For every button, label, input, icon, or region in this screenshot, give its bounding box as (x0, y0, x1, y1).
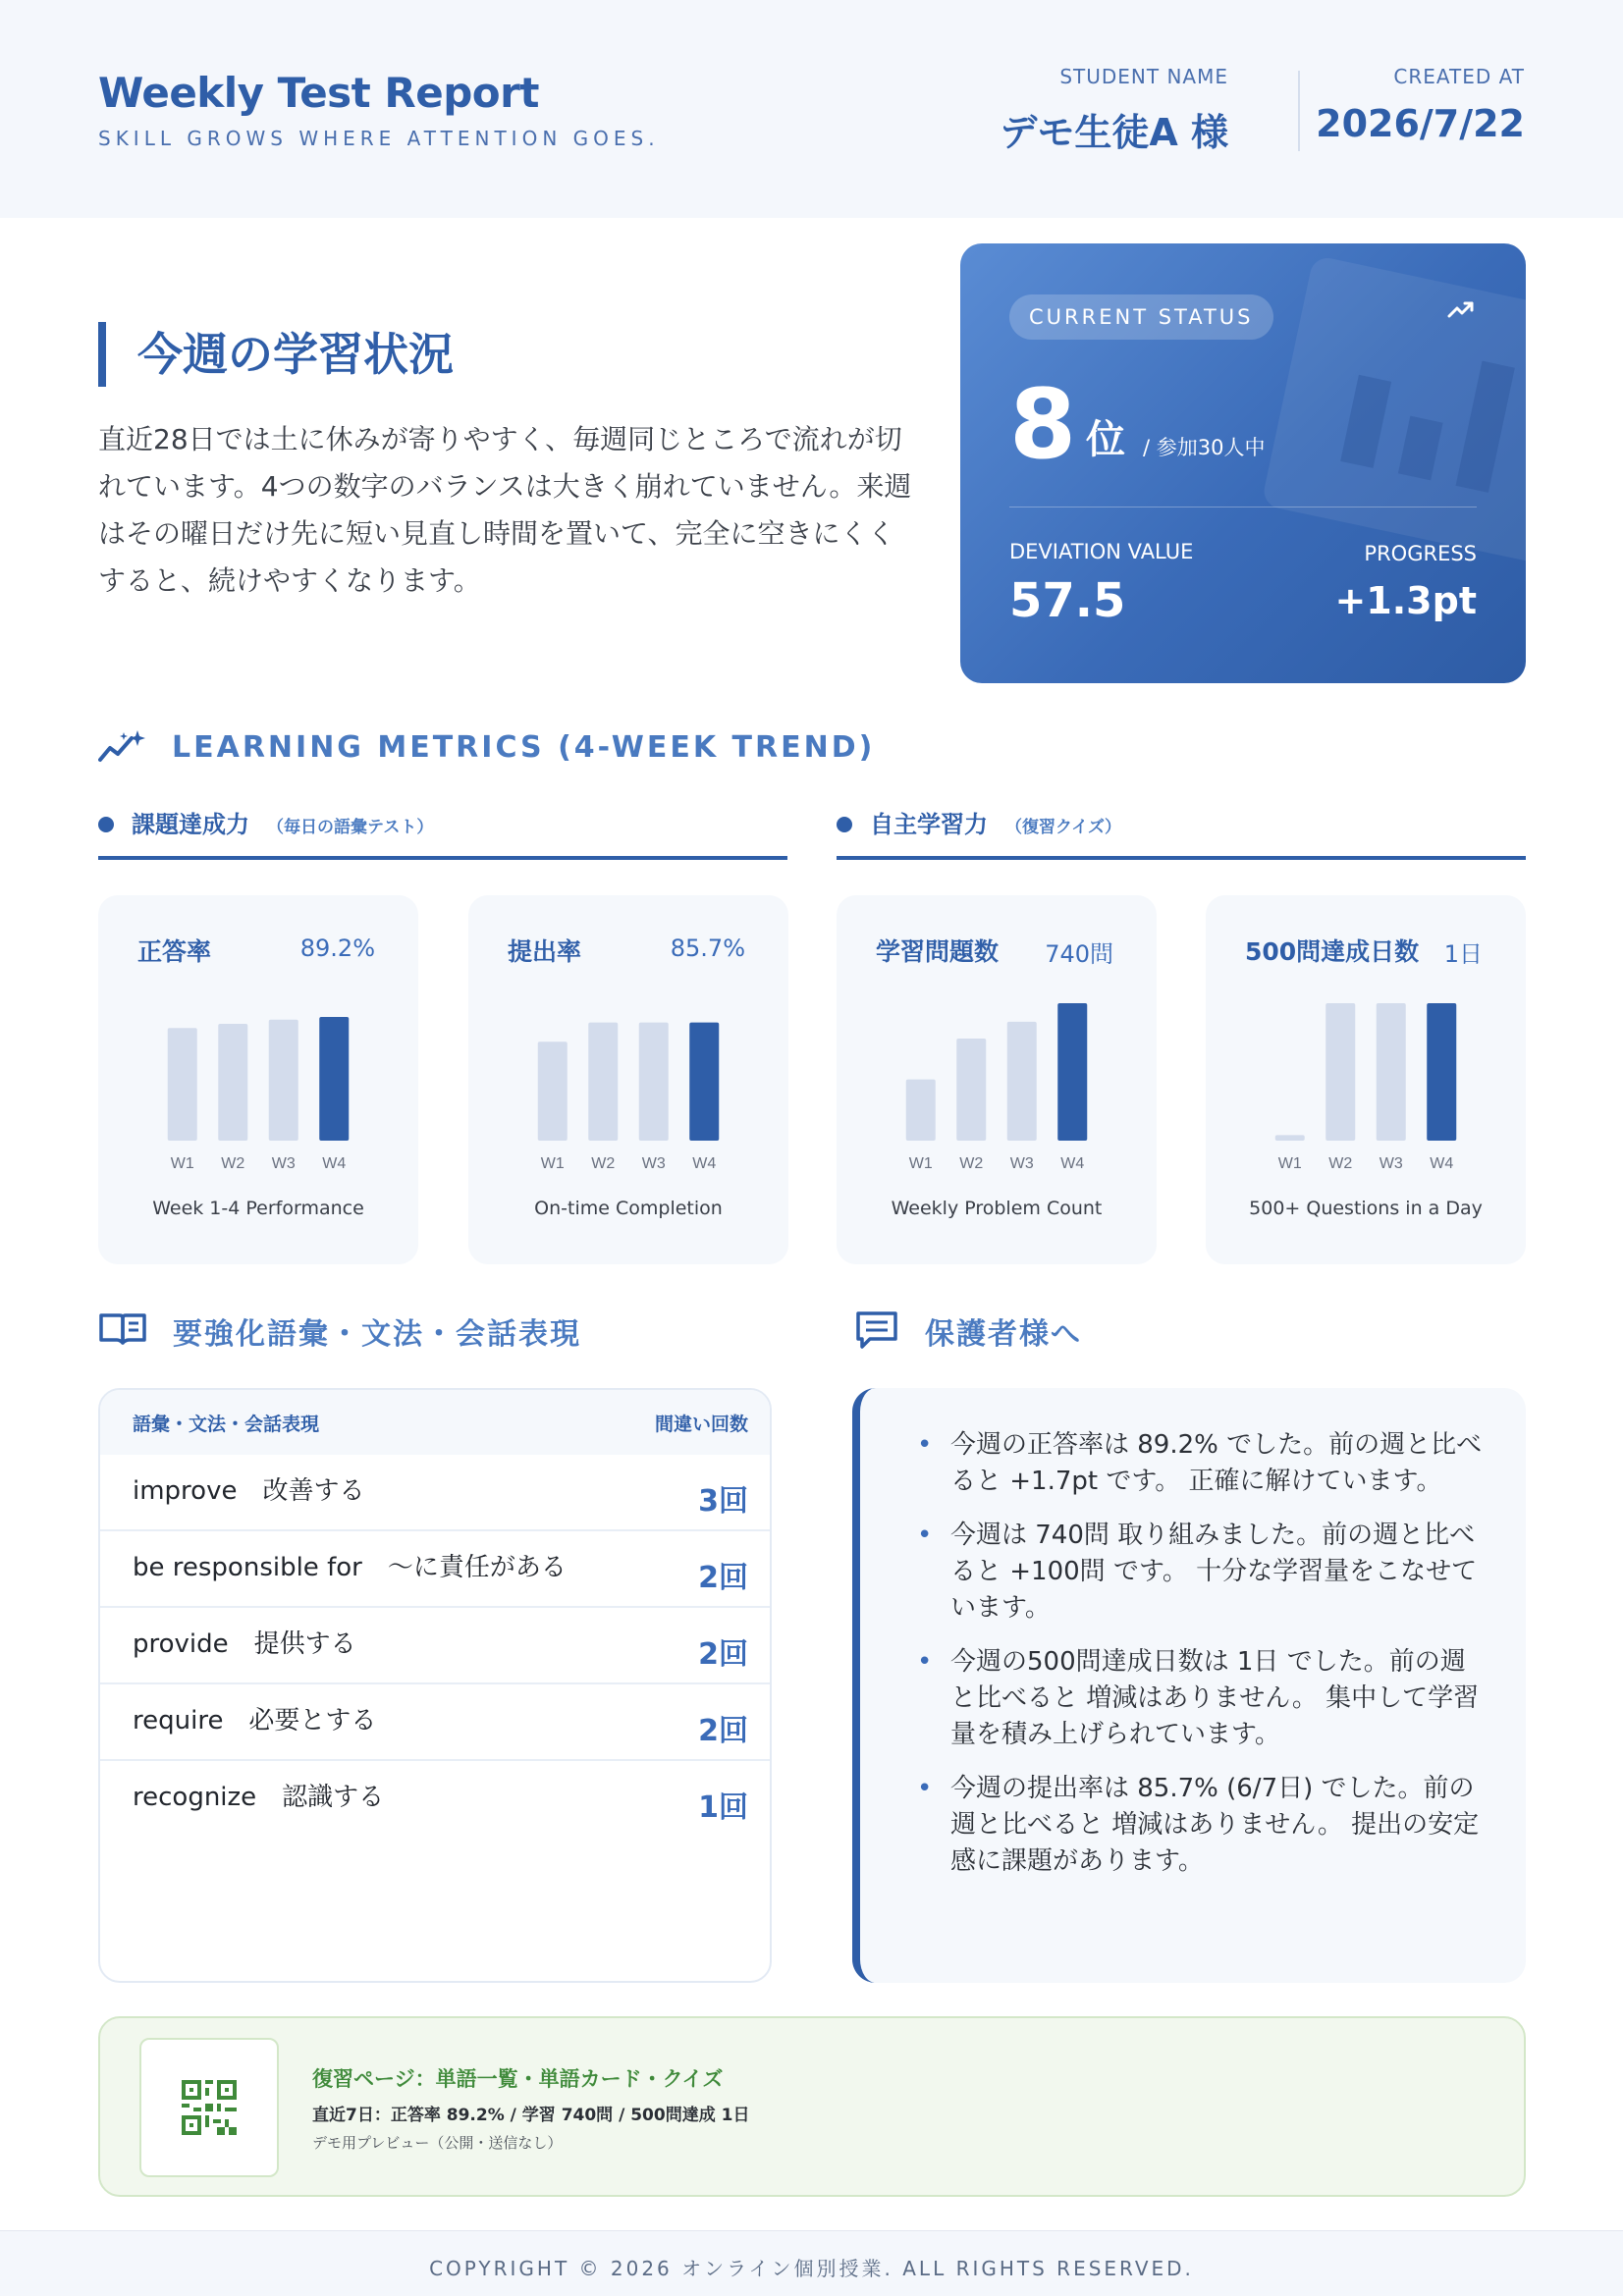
bar-w3 (1007, 1022, 1037, 1141)
column-header-word: 語彙・文法・会話表現 (133, 1414, 320, 1435)
student-label: STUDENT NAME (1059, 65, 1228, 88)
tick-label: W3 (1379, 1155, 1403, 1172)
metric-value: 89.2% (299, 934, 375, 962)
parents-title: 保護者様へ (925, 1317, 1082, 1352)
mistake-count: 2回 (698, 1561, 748, 1595)
table-header (100, 1390, 772, 1455)
rank-unit: 位 (1086, 417, 1125, 462)
bar-chart-500-days (1255, 993, 1477, 1180)
metric-group-self-study (837, 803, 1526, 860)
metric-card-problem-count (837, 895, 1157, 1264)
tick-label: W3 (641, 1155, 666, 1172)
created-meta (1316, 65, 1525, 145)
message-icon (854, 1309, 899, 1351)
mistake-count: 2回 (698, 1714, 748, 1748)
table-row (100, 1684, 772, 1761)
qr-code-icon (182, 2080, 237, 2135)
weak-words-table (98, 1388, 772, 1983)
trend-up-icon (1447, 298, 1475, 322)
group-dot (98, 817, 114, 832)
tick-label: W2 (221, 1155, 245, 1172)
status-pill: CURRENT STATUS (1009, 294, 1273, 340)
metric-group-task (98, 803, 787, 860)
intro-title: 今週の学習状況 (137, 328, 454, 381)
bar-w1 (168, 1028, 197, 1141)
table-row (100, 1531, 772, 1608)
tick-label: W2 (959, 1155, 984, 1172)
tick-label: W4 (1060, 1155, 1085, 1172)
column-header-count: 間違い回数 (654, 1414, 748, 1435)
student-name: デモ生徒A 様 (1000, 111, 1228, 154)
bar-w2 (956, 1039, 986, 1141)
list-item: • 今週は 740問 取り組みました。前の週と比べると +100問 です。 十分な学習量をこなせています。 (911, 1518, 1490, 1627)
group-name: 課題達成力 (132, 811, 249, 838)
tick-label: W1 (540, 1155, 565, 1172)
progress-label: PROGRESS (1364, 542, 1477, 565)
review-stats: 直近7日：正答率 89.2% / 学習 740問 / 500問達成 1日 (312, 2106, 750, 2125)
list-item: • 今週の正答率は 89.2% でした。前の週と比べると +1.7pt です。 正確に解けています。 (911, 1427, 1490, 1500)
metric-caption: On-time Completion (534, 1198, 723, 1219)
intro-text: 直近28日では土に休みが寄りやすく、毎週同じところで流れが切れています。4つの数字のバランスは大きく崩れていません。来週はその曜日だけ先に短い見直し時間を置いて、完全に空きにくくすると、続けやすくなります。 (98, 423, 912, 597)
word-text: provide 提供する (133, 1629, 356, 1659)
group-subtitle: （毎日の語彙テスト） (267, 818, 434, 837)
review-link-box[interactable] (98, 2016, 1526, 2197)
tick-label: W4 (322, 1155, 347, 1172)
bar-w2 (1325, 1003, 1355, 1141)
bar-chart-accuracy (147, 993, 369, 1180)
group-dot (837, 817, 852, 832)
bar-w1 (538, 1041, 568, 1141)
section-accent-bar (98, 322, 106, 387)
metric-caption: Week 1-4 Performance (152, 1198, 364, 1219)
metric-card-submission (468, 895, 788, 1264)
bar-chart-problem-count (886, 993, 1108, 1180)
word-text: improve 改善する (133, 1476, 365, 1506)
bar-w4 (319, 1017, 349, 1141)
chart-decoration (1261, 255, 1526, 566)
tick-label: W4 (1430, 1155, 1454, 1172)
bar-w3 (269, 1020, 298, 1141)
metric-name: 500問達成日数 (1245, 937, 1420, 966)
tick-label: W1 (170, 1155, 194, 1172)
tick-label: W2 (591, 1155, 616, 1172)
status-card (960, 243, 1526, 683)
tick-label: W1 (1277, 1155, 1302, 1172)
bar-w3 (1377, 1003, 1406, 1141)
student-meta (1000, 65, 1228, 156)
review-note: デモ用プレビュー（公開・送信なし） (312, 2134, 563, 2152)
deviation-value: 57.5 (1009, 573, 1126, 628)
parents-message-list (911, 1427, 1490, 1897)
metric-caption: Weekly Problem Count (891, 1198, 1103, 1219)
deviation-label: DEVIATION VALUE (1009, 540, 1194, 563)
tick-label: W3 (271, 1155, 296, 1172)
word-text: require 必要とする (133, 1706, 377, 1735)
group-subtitle: （復習クイズ） (1005, 818, 1121, 837)
progress-value: +1.3pt (1334, 579, 1477, 622)
sparkle-trend-icon (98, 726, 149, 766)
word-text: be responsible for 〜に責任がある (133, 1553, 567, 1582)
tick-label: W2 (1328, 1155, 1353, 1172)
rank-number: 8 (1009, 369, 1077, 481)
bar-w4 (1427, 1003, 1456, 1141)
copyright-text: COPYRIGHT © 2026 オンライン個別授業. ALL RIGHTS RESERVED. (429, 2257, 1194, 2280)
word-text: recognize 認識する (133, 1783, 385, 1812)
mistake-count: 2回 (698, 1637, 748, 1672)
report-header (0, 0, 1623, 218)
bar-w4 (1057, 1003, 1087, 1141)
tick-label: W3 (1009, 1155, 1034, 1172)
tick-label: W1 (908, 1155, 933, 1172)
bar-w2 (218, 1024, 247, 1141)
list-item: • 今週の500問達成日数は 1日 でした。前の週と比べると 増減はありません。 集中して学習量を積み上げられています。 (911, 1644, 1490, 1753)
table-row (100, 1761, 772, 1838)
mistake-count: 3回 (698, 1484, 748, 1519)
bar-w1 (1275, 1135, 1305, 1141)
table-row (100, 1608, 772, 1684)
metric-name: 正答率 (137, 937, 212, 966)
rank-note: / 参加30人中 (1143, 436, 1266, 459)
weak-words-title: 要強化語彙・文法・会話表現 (173, 1317, 581, 1352)
header-divider (1298, 71, 1300, 151)
metric-card-accuracy (98, 895, 418, 1264)
metric-value: 740問 (1045, 940, 1113, 968)
review-title: 復習ページ：単語一覧・単語カード・クイズ (312, 2067, 724, 2091)
report-title: Weekly Test Report (98, 69, 539, 117)
table-row (100, 1455, 772, 1531)
created-label: CREATED AT (1393, 65, 1525, 88)
metrics-title: LEARNING METRICS (4-WEEK TREND) (172, 730, 876, 765)
bar-w4 (689, 1023, 719, 1141)
group-name: 自主学習力 (870, 811, 988, 838)
footer (0, 2230, 1623, 2296)
report-tagline: SKILL GROWS WHERE ATTENTION GOES. (98, 127, 660, 150)
open-book-icon (98, 1309, 147, 1349)
metric-caption: 500+ Questions in a Day (1249, 1198, 1483, 1219)
metric-name: 学習問題数 (876, 937, 1000, 966)
bar-w1 (906, 1080, 936, 1141)
created-date: 2026/7/22 (1316, 102, 1525, 145)
metric-value: 85.7% (670, 934, 745, 962)
qr-code-frame[interactable] (139, 2038, 279, 2177)
metric-value: 1日 (1443, 940, 1483, 968)
bar-chart-submission (517, 993, 739, 1180)
metric-name: 提出率 (508, 937, 582, 966)
bar-w2 (588, 1023, 618, 1141)
parents-message-box (852, 1388, 1526, 1983)
mistake-count: 1回 (698, 1790, 748, 1825)
metric-card-500-days (1206, 895, 1526, 1264)
list-item: • 今週の提出率は 85.7% (6/7日) でした。前の週と比べると 増減はありません。 提出の安定感に課題があります。 (911, 1771, 1490, 1880)
tick-label: W4 (692, 1155, 717, 1172)
bar-w3 (639, 1023, 669, 1141)
